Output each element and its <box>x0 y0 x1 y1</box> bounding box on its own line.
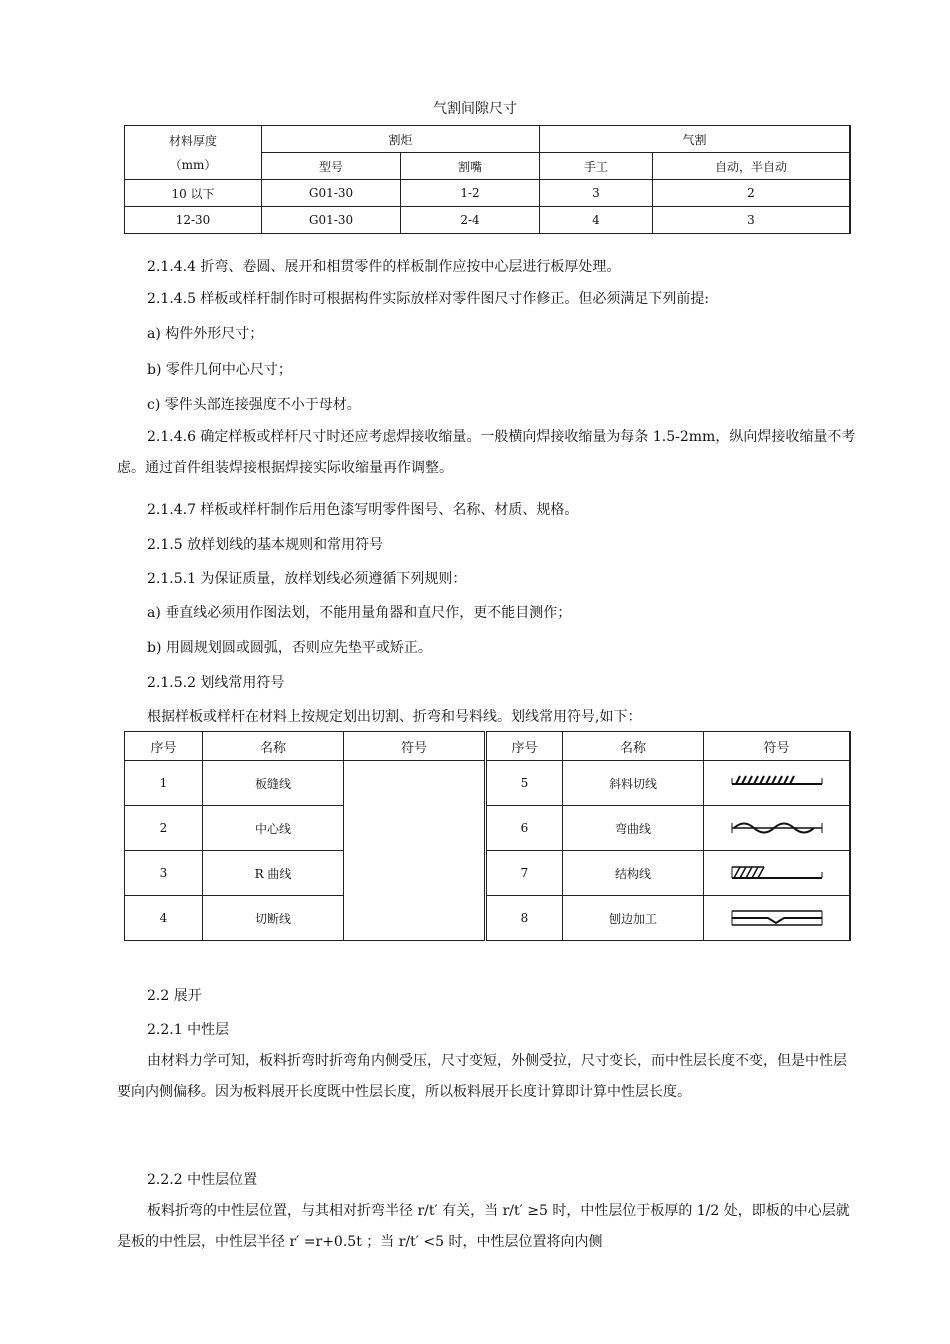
cell-manual: 3 <box>540 180 653 207</box>
cell-symbol <box>704 761 851 806</box>
hatched-cut-line-icon <box>730 772 824 794</box>
header-no-left: 序号 <box>125 732 203 761</box>
header-symbol-right: 符号 <box>704 732 851 761</box>
cell-name: 板缝线 <box>203 761 344 806</box>
cell-name: 切断线 <box>203 896 344 941</box>
para-2-1-4-7: 2.1.4.7 样板或样杆制作后用色漆写明零件图号、名称、材质、规格。 <box>147 502 579 518</box>
header-nozzle: 割嘴 <box>401 153 540 180</box>
cell-no: 6 <box>486 806 563 851</box>
table-row <box>125 207 851 234</box>
cell-name: R 曲线 <box>203 851 344 896</box>
cell-symbol <box>704 806 851 851</box>
gas-cutting-gap-table <box>124 125 851 234</box>
structure-line-icon <box>730 862 824 884</box>
cell-auto: 2 <box>653 180 851 207</box>
cell-name: 弯曲线 <box>563 806 704 851</box>
cell-no: 1 <box>125 761 203 806</box>
heading-2-2-2: 2.2.2 中性层位置 <box>147 1172 258 1188</box>
cell-name: 斜料切线 <box>563 761 704 806</box>
para-neutral-layer: 由材料力学可知，板料折弯时折弯角内侧受压，尺寸变短，外侧受拉，尺寸变长，而中性层长度不变，但是中性层要向内侧偏移。因为板料展开长度既中性层长度，所以板料展开长度计算即计算中性层长度。 <box>117 1053 847 1100</box>
table-row <box>125 896 851 941</box>
cell-nozzle: 1-2 <box>401 180 540 207</box>
planing-edge-icon <box>730 907 824 929</box>
cell-thickness: 12-30 <box>125 207 262 234</box>
cell-thickness: 10 以下 <box>125 180 262 207</box>
header-thickness <box>125 126 262 180</box>
cell-no: 5 <box>486 761 563 806</box>
cell-name: 刨边加工 <box>563 896 704 941</box>
cell-no: 4 <box>125 896 203 941</box>
cell-no: 3 <box>125 851 203 896</box>
cell-symbol <box>344 761 486 806</box>
table-row <box>125 761 851 806</box>
bend-line-icon <box>730 817 824 839</box>
cell-symbol <box>704 851 851 896</box>
cell-symbol <box>344 851 486 896</box>
cell-auto: 3 <box>653 207 851 234</box>
para-2-1-4-4: 2.1.4.4 折弯、卷圆、展开和相贯零件的样板制作应按中心层进行板厚处理。 <box>147 259 621 275</box>
header-no-right: 序号 <box>486 732 563 761</box>
cell-no: 2 <box>125 806 203 851</box>
header-thickness-label: 材料厚度 <box>168 133 217 148</box>
cell-symbol <box>344 896 486 941</box>
cell-nozzle: 2-4 <box>401 207 540 234</box>
para-2-1-4-5: 2.1.4.5 样板或样杆制作时可根据构件实际放样对零件图尺寸作修正。但必须满足下列前提: <box>147 291 710 307</box>
cell-model: G01-30 <box>262 180 401 207</box>
para-neutral-layer-position: 板料折弯的中性层位置，与其相对折弯半径 r/t′ 有关，当 r/t′ ≥5 时，中性层位于板厚的 1/2 处，即板的中心层就是板的中性层，中性层半径 r′ =r+0.5t ；当 r/t′ <5 时，中性层位置将向内侧 <box>117 1203 850 1250</box>
header-symbol-left: 符号 <box>344 732 486 761</box>
list-item-a: a) 垂直线必须用作图法划，不能用量角器和直尺作，更不能目测作； <box>147 605 572 621</box>
list-item-c: c) 零件头部连接强度不小于母材。 <box>147 397 361 413</box>
cell-no: 7 <box>486 851 563 896</box>
heading-2-1-5-2: 2.1.5.2 划线常用符号 <box>147 675 285 691</box>
header-name-right: 名称 <box>563 732 704 761</box>
table-row <box>125 180 851 207</box>
para-2-1-4-6: 2.1.4.6 确定样板或样杆尺寸时还应考虑焊接收缩量。一般横向焊接收缩量为每条 1.5-2mm，纵向焊接收缩量不考虑。通过首件组装焊接根据焊接实际收缩量再作调整。 <box>117 429 856 476</box>
list-item-b: b) 零件几何中心尺寸； <box>147 362 292 378</box>
header-thickness-unit: （mm） <box>169 157 217 172</box>
cell-symbol <box>344 806 486 851</box>
header-model: 型号 <box>262 153 401 180</box>
cell-no: 8 <box>486 896 563 941</box>
list-item-b: b) 用圆规划圆或圆弧，否则应先垫平或矫正。 <box>147 640 432 656</box>
header-auto: 自动，半自动 <box>653 153 851 180</box>
cell-symbol <box>704 896 851 941</box>
para-symbols-intro: 根据样板或样杆在材料上按规定划出切割、折弯和号料线。划线常用符号,如下： <box>147 709 642 725</box>
para-2-1-5-1: 2.1.5.1 为保证质量，放样划线必须遵循下列规则： <box>147 571 467 587</box>
heading-2-2: 2.2 展开 <box>147 988 202 1004</box>
header-name-left: 名称 <box>203 732 344 761</box>
table-row <box>125 851 851 896</box>
table-caption: 气割间隙尺寸 <box>433 101 517 117</box>
heading-2-1-5: 2.1.5 放样划线的基本规则和常用符号 <box>147 537 384 553</box>
header-torch: 割炬 <box>262 126 540 153</box>
header-manual: 手工 <box>540 153 653 180</box>
cell-model: G01-30 <box>262 207 401 234</box>
marking-symbols-table <box>124 731 851 941</box>
cell-manual: 4 <box>540 207 653 234</box>
cell-name: 中心线 <box>203 806 344 851</box>
cell-name: 结构线 <box>563 851 704 896</box>
list-item-a: a) 构件外形尺寸； <box>147 326 264 342</box>
table-row <box>125 806 851 851</box>
header-gas-cut: 气割 <box>540 126 851 153</box>
heading-2-2-1: 2.2.1 中性层 <box>147 1022 230 1038</box>
